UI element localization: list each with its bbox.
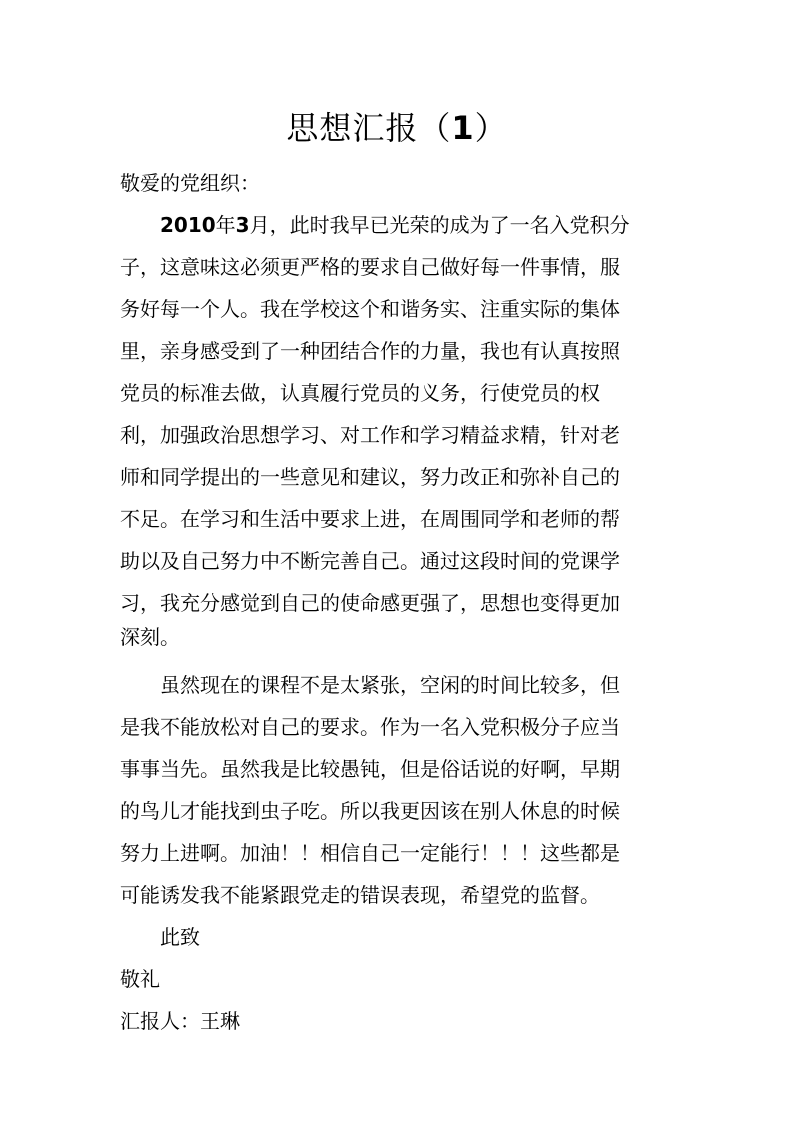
reporter-signature: 汇报人：王琳 (120, 1009, 240, 1033)
body-line: 子，这意味这必须更严格的要求自己做好每一件事情，服 (120, 255, 620, 279)
year-unit: 年 (215, 213, 236, 237)
salutation: 敬爱的党组织： (120, 171, 260, 195)
paragraph-1-first-line (120, 210, 680, 240)
title-text: 思想汇报（ (286, 109, 452, 147)
body-line: 务好每一个人。我在学校这个和谐务实、注重实际的集体 (120, 297, 620, 321)
body-line: 党员的标准去做，认真履行党员的义务，行使党员的权 (120, 381, 600, 405)
body-line: 是我不能放松对自己的要求。作为一名入党积极分子应当 (120, 715, 620, 739)
body-line: 深刻。 (120, 625, 180, 649)
month-value: 3 (235, 213, 250, 237)
body-line: 里，亲身感受到了一种团结合作的力量，我也有认真按照 (120, 339, 620, 363)
first-line-rest: 月，此时我早已光荣的成为了一名入党积分 (249, 213, 630, 237)
body-line: 的鸟儿才能找到虫子吃。所以我更因该在别人休息的时候 (120, 799, 620, 823)
title-close: ） (474, 109, 508, 147)
closing-salutation: 此致 (120, 925, 200, 949)
body-line: 努力上进啊。加油！！相信自己一定能行！！！这些都是 (120, 841, 620, 865)
indent (120, 213, 160, 237)
title-number: 1 (451, 109, 475, 147)
body-line: 事事当先。虽然我是比较愚钝，但是俗话说的好啊，早期 (120, 757, 620, 781)
body-line: 虽然现在的课程不是太紧张，空闲的时间比较多，但 (120, 673, 620, 697)
year-value: 2010 (160, 213, 216, 237)
body-line: 可能诱发我不能紧跟党走的错误表现，希望党的监督。 (120, 883, 600, 907)
body-line: 助以及自己努力中不断完善自己。通过这段时间的党课学 (120, 549, 620, 573)
body-line: 不足。在学习和生活中要求上进，在周围同学和老师的帮 (120, 507, 620, 531)
page-title (0, 104, 794, 152)
body-line: 利，加强政治思想学习、对工作和学习精益求精，针对老 (120, 423, 620, 447)
body-line: 习，我充分感觉到自己的使命感更强了，思想也变得更加 (120, 591, 620, 615)
body-line: 师和同学提出的一些意见和建议，努力改正和弥补自己的 (120, 465, 620, 489)
closing-regards: 敬礼 (120, 967, 160, 991)
